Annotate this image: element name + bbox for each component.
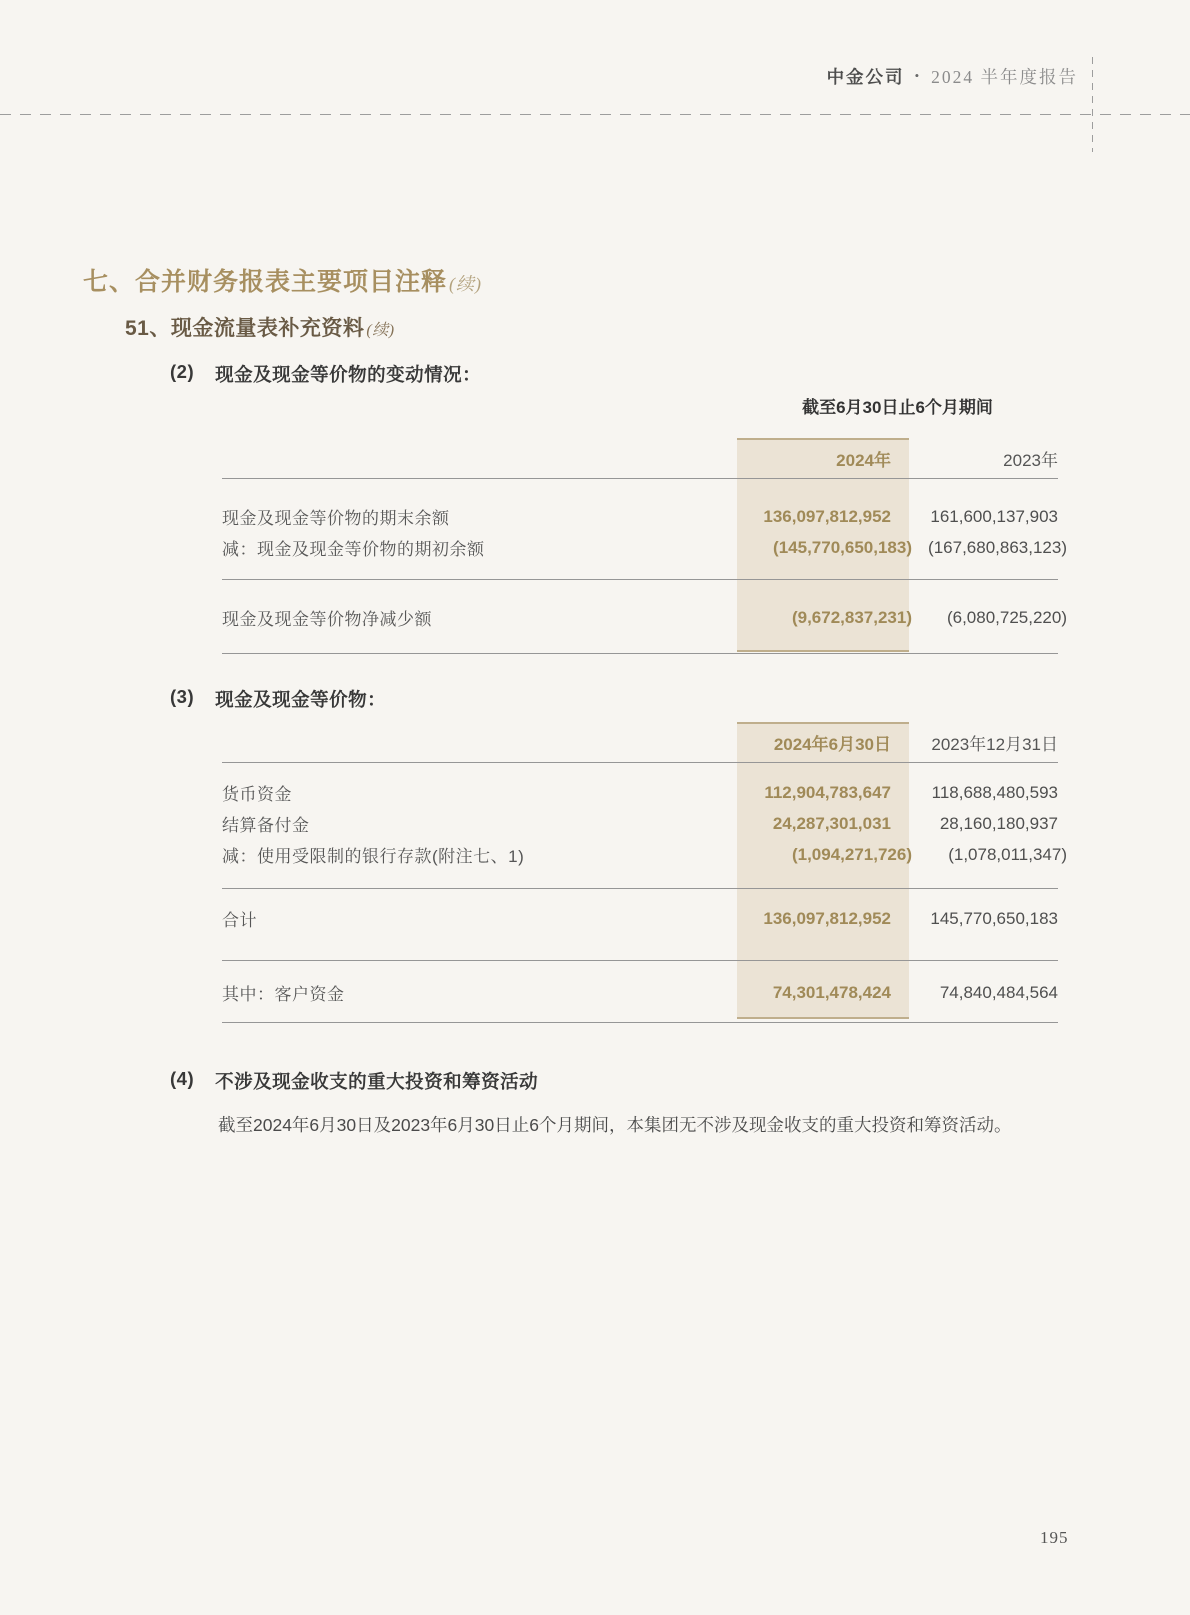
value-2024: (9,672,837,231) xyxy=(791,607,912,627)
row-label: 减：使用受限制的银行存款(附注七、1) xyxy=(222,847,525,866)
value-2023: (6,080,725,220) xyxy=(946,607,1067,627)
subsection-heading xyxy=(125,312,395,342)
company-name: 中金公司 xyxy=(826,66,905,87)
page-number: 195 xyxy=(1040,1528,1069,1547)
row-label: 结算备付金 xyxy=(222,816,310,835)
value-2024: 136,097,812,952 xyxy=(763,506,891,526)
table-rule xyxy=(222,653,1058,654)
running-header xyxy=(827,62,1078,90)
header-dashed-vertical-rule xyxy=(1092,57,1093,152)
table-header-row xyxy=(222,722,1058,762)
block4-label: (4) xyxy=(170,1068,195,1089)
column-header-2024: 2024年 xyxy=(836,450,891,470)
row-label: 现金及现金等价物净减少额 xyxy=(222,610,432,629)
table-row xyxy=(222,808,1058,839)
section-heading xyxy=(83,262,482,298)
subsection-heading-text: 51、现金流量表补充资料 xyxy=(125,317,365,340)
table-row xyxy=(222,501,1058,532)
value-2024: 112,904,783,647 xyxy=(764,782,891,802)
block4-title: 不涉及现金收支的重大投资和筹资活动 xyxy=(215,1071,539,1092)
value-2023: 28,160,180,937 xyxy=(939,813,1058,833)
row-label: 减：现金及现金等价物的期初余额 xyxy=(222,540,485,559)
table-rule xyxy=(222,1022,1058,1023)
total-row xyxy=(222,602,1067,633)
value-2023: (1,078,011,347) xyxy=(948,844,1067,864)
value-2023: 145,770,650,183 xyxy=(930,908,1058,928)
value-2023: 74,840,484,564 xyxy=(939,982,1058,1002)
bullet-separator: • xyxy=(914,68,922,83)
block2-label: (2) xyxy=(170,361,195,382)
table-row xyxy=(222,777,1058,808)
table-total-section xyxy=(222,889,1058,960)
row-label: 其中：客户资金 xyxy=(222,985,345,1004)
total-row xyxy=(222,903,1058,934)
row-label: 合计 xyxy=(222,911,257,930)
block2-heading xyxy=(170,361,481,387)
table-ofwhich-section xyxy=(222,961,1058,1022)
column-header-2023: 2023年 xyxy=(1003,450,1058,470)
report-title: 2024 半年度报告 xyxy=(931,66,1078,87)
table-header-row xyxy=(222,438,1058,478)
table-body xyxy=(222,479,1067,579)
row-label: 现金及现金等价物的期末余额 xyxy=(222,509,450,528)
column-header-2024: 2024年6月30日 xyxy=(773,734,891,754)
cash-change-table xyxy=(222,396,1067,654)
header-dashed-rule xyxy=(0,114,1190,115)
block3-title: 现金及现金等价物： xyxy=(215,689,387,710)
block4-body: 截至2024年6月30日及2023年6月30日止6个月期间，本集团无不涉及现金收支的重大投资和筹资活动。 xyxy=(218,1115,1012,1135)
table-total-section xyxy=(222,580,1067,653)
of-which-row xyxy=(222,977,1058,1008)
value-2023: 118,688,480,593 xyxy=(931,782,1058,802)
block2-title: 现金及现金等价物的变动情况： xyxy=(215,364,482,385)
value-2023: 161,600,137,903 xyxy=(930,506,1058,526)
value-2024: 74,301,478,424 xyxy=(772,982,891,1002)
subsection-heading-suffix: (续) xyxy=(366,322,395,339)
value-2024: (145,770,650,183) xyxy=(773,537,912,557)
section-heading-suffix: (续) xyxy=(449,274,483,294)
value-2024: (1,094,271,726) xyxy=(791,844,912,864)
value-2024: 24,287,301,031 xyxy=(772,813,891,833)
value-2023: (167,680,863,123) xyxy=(928,537,1067,557)
block3-label: (3) xyxy=(170,686,195,707)
table-body xyxy=(222,763,1067,888)
section-heading-text: 七、合并财务报表主要项目注释 xyxy=(83,268,448,296)
row-label: 货币资金 xyxy=(222,785,292,804)
column-header-2023: 2023年12月31日 xyxy=(931,734,1058,754)
period-header: 截至6月30日止6个月期间 xyxy=(802,398,993,417)
cash-equivalents-table xyxy=(222,722,1067,1023)
block3-heading xyxy=(170,686,386,712)
table-row xyxy=(222,532,1067,563)
block4-heading xyxy=(170,1068,538,1094)
table-row xyxy=(222,839,1067,870)
value-2024: 136,097,812,952 xyxy=(763,908,891,928)
